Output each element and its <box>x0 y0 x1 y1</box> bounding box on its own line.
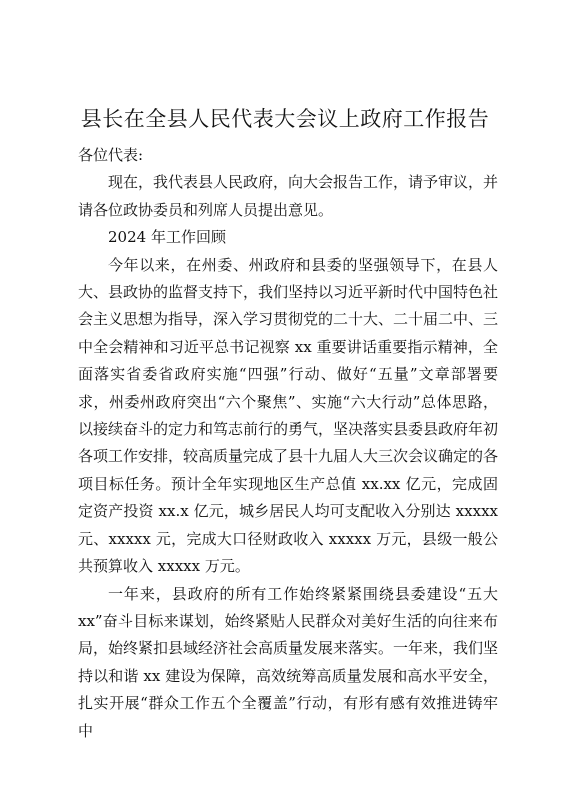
body-paragraph-2: 一年来，县政府的所有工作始终紧紧围绕县委建设“五大 xx”奋斗目标来谋划，始终紧贴人民群众对美好生活的向往来布局，始终紧扣县域经济社会高质量发展来落实。一年来，我们坚持以和谐 xx 建设为保障，高效统筹高质量发展和高水平安全，扎实开展“群众工作五个全覆盖”行动，有形有感有效推进铸牢中 <box>78 584 499 740</box>
intro-paragraph: 现在，我代表县人民政府，向大会报告工作，请予审议，并请各位政协委员和列席人员提出意见。 <box>78 173 499 219</box>
body-paragraph-1: 今年以来，在州委、州政府和县委的坚强领导下，在县人大、县政协的监督支持下，我们坚持以习近平新时代中国特色社会主义思想为指导，深入学习贯彻党的二十大、二十届二中、三中全会精神和习近平总书记视察 xx 重要讲话重要指示精神，全面落实省委省政府实施“四强”行动、做好“五量”文章部署要求，州委州政府突出“六个聚焦”、实施“六大行动”总体思路，以接续奋斗的定力和笃志前行的勇气，坚决落实县委县政府年初各项工作安排，较高质量完成了县十九届人大三次会议确定的各项目标任务。预计全年实现地区生产总值 xx.xx 亿元，完成固定资产投资 xx.x 亿元，城乡居民人均可支配收入分别达 xxxxx 元、xxxxx 元，完成大口径财政收入 xxxxx 万元，县级一般公共预算收入 xxxxx 万元。 <box>78 255 499 576</box>
document-title: 县长在全县人民代表大会议上政府工作报告 <box>80 107 490 131</box>
section-heading: 2024 年工作回顾 <box>108 228 226 247</box>
salutation: 各位代表: <box>78 146 144 164</box>
document-body <box>78 142 498 745</box>
